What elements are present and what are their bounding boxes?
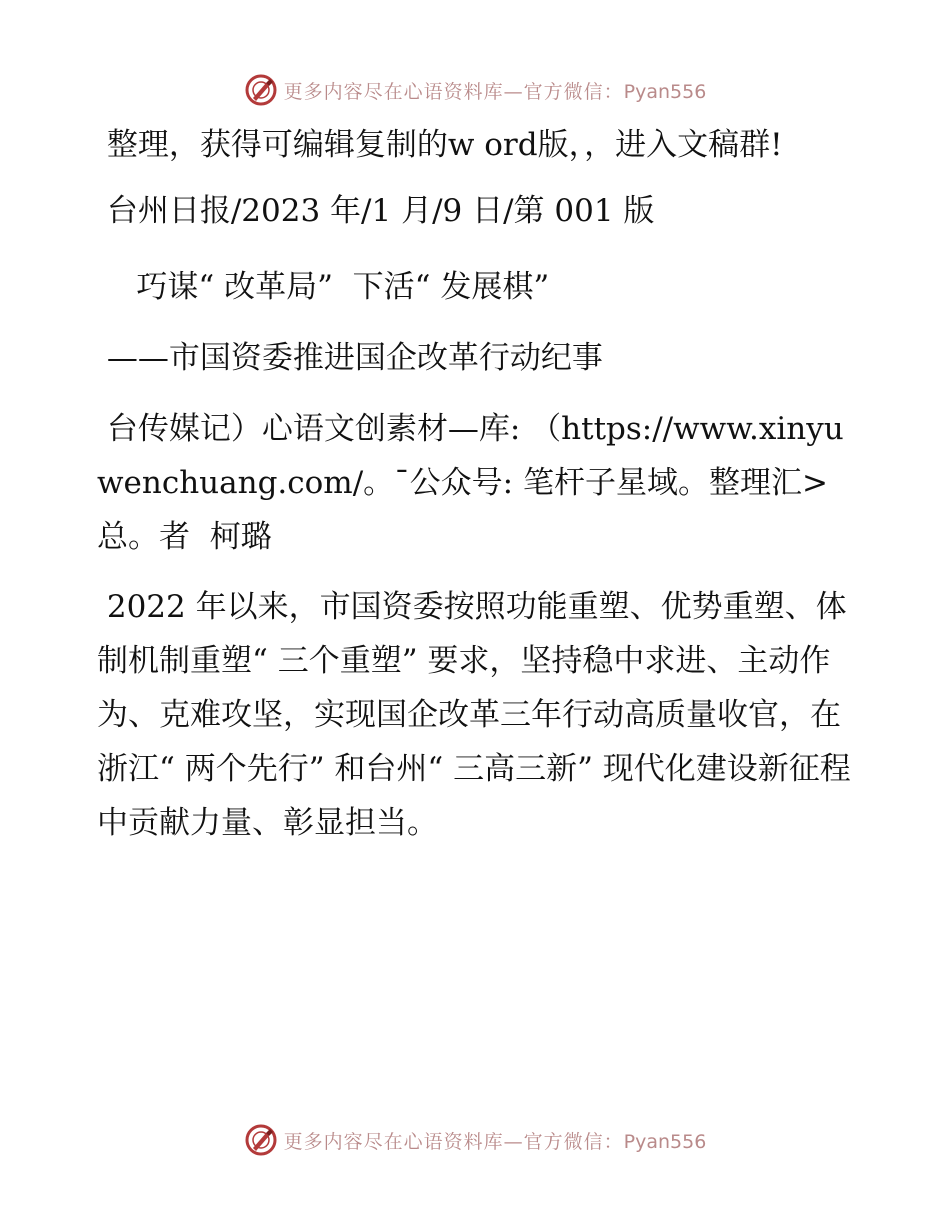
source-paragraph: 台传媒记）心语文创素材—库: （https://www.xinyuwenchuang.com/。¯公众号: 笔杆子星域。整理汇>总。者 柯璐 <box>97 411 844 555</box>
header-banner <box>0 70 950 110</box>
article-subtitle: ——市国资委推进国企改革行动纪事 <box>97 340 603 376</box>
intro-paragraph: 整理，获得可编辑复制的w ord版，，进入文稿群! <box>97 127 783 163</box>
article-title: 巧谋“ 改革局” 下活“ 发展棋” <box>97 269 550 305</box>
pen-seal-icon <box>244 73 278 107</box>
pen-seal-icon <box>244 1123 278 1157</box>
document-body <box>97 118 857 850</box>
body-paragraph: 2022 年以来，市国资委按照功能重塑、优势重塑、体制机制重塑“ 三个重塑” 要求，坚持稳中求进、主动作为、克难攻坚，实现国企改革三年行动高质量收官，在浙江“ 两个先行” 和台州“ 三高三新” 现代化建设新征程中贡献力量、彰显担当。 <box>97 589 851 841</box>
banner-text: 更多内容尽在心语资料库—官方微信：Pyan556 <box>283 1130 707 1153</box>
date-line: 台州日报/2023 年/1 月/9 日/第 001 版 <box>97 193 655 229</box>
footer-banner <box>0 1120 950 1160</box>
banner-text: 更多内容尽在心语资料库—官方微信：Pyan556 <box>283 80 707 103</box>
